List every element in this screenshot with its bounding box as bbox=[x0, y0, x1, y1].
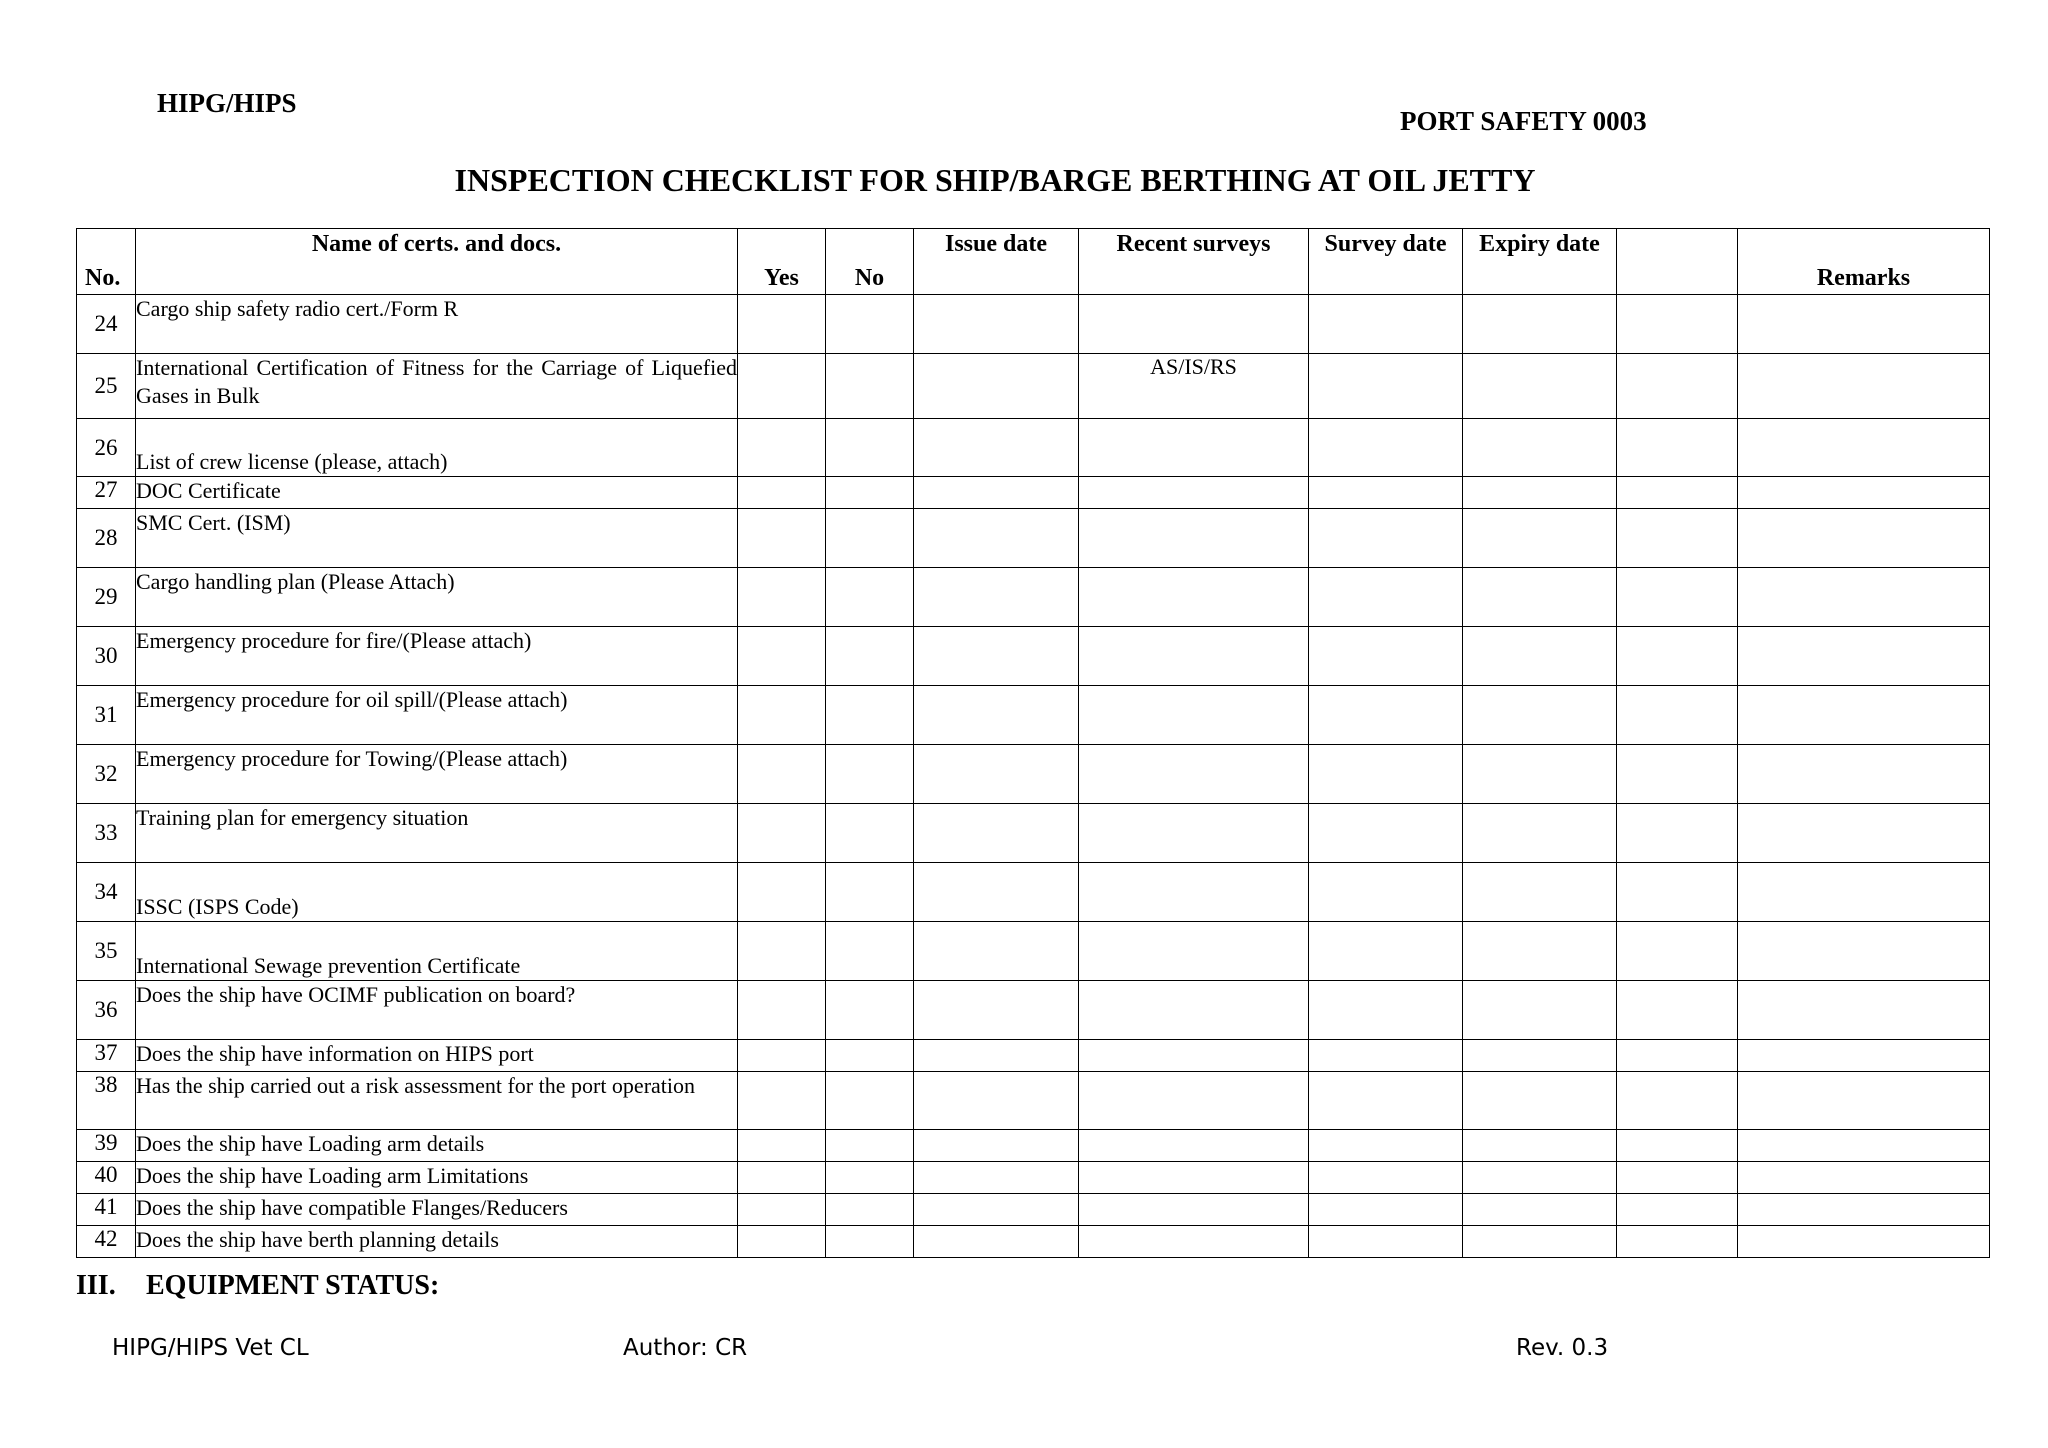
expiry-date-cell[interactable] bbox=[1463, 686, 1617, 745]
table-row bbox=[77, 981, 1990, 1040]
row-number: 37 bbox=[77, 1040, 136, 1072]
no-cell[interactable] bbox=[826, 477, 914, 509]
row-number: 35 bbox=[77, 922, 136, 981]
recent-surveys-cell[interactable] bbox=[1079, 1194, 1309, 1226]
table-row bbox=[77, 745, 1990, 804]
blank-cell[interactable] bbox=[1617, 745, 1738, 804]
no-cell[interactable] bbox=[826, 419, 914, 477]
footer-document-id: HIPG/HIPS Vet CL bbox=[112, 1335, 309, 1361]
survey-date-cell[interactable] bbox=[1309, 509, 1463, 568]
section-heading bbox=[76, 1270, 439, 1302]
row-number: 27 bbox=[77, 477, 136, 509]
remarks-cell[interactable] bbox=[1738, 419, 1990, 477]
expiry-date-cell[interactable] bbox=[1463, 863, 1617, 922]
blank-cell[interactable] bbox=[1617, 1162, 1738, 1194]
remarks-cell[interactable] bbox=[1738, 804, 1990, 863]
table-row bbox=[77, 1194, 1990, 1226]
row-number: 31 bbox=[77, 686, 136, 745]
row-number: 39 bbox=[77, 1130, 136, 1162]
remarks-cell[interactable] bbox=[1738, 295, 1990, 354]
col-header-survey-date: Survey date bbox=[1309, 229, 1463, 295]
row-number: 25 bbox=[77, 354, 136, 419]
row-number: 30 bbox=[77, 627, 136, 686]
row-document-name: Emergency procedure for fire/(Please attach) bbox=[136, 627, 738, 686]
col-header-blank bbox=[1617, 229, 1738, 295]
expiry-date-cell[interactable] bbox=[1463, 627, 1617, 686]
expiry-date-cell[interactable] bbox=[1463, 1130, 1617, 1162]
row-document-name: Has the ship carried out a risk assessment for the port operation bbox=[136, 1072, 738, 1130]
no-cell[interactable] bbox=[826, 1040, 914, 1072]
remarks-cell[interactable] bbox=[1738, 686, 1990, 745]
recent-surveys-cell[interactable]: AS/IS/RS bbox=[1079, 354, 1309, 419]
survey-date-cell[interactable] bbox=[1309, 1162, 1463, 1194]
table-row bbox=[77, 863, 1990, 922]
survey-date-cell[interactable] bbox=[1309, 922, 1463, 981]
row-number: 28 bbox=[77, 509, 136, 568]
checklist-table bbox=[76, 228, 1990, 1258]
issue-date-cell[interactable] bbox=[914, 922, 1079, 981]
remarks-cell[interactable] bbox=[1738, 1162, 1990, 1194]
yes-cell[interactable] bbox=[738, 1040, 826, 1072]
recent-surveys-cell[interactable] bbox=[1079, 1226, 1309, 1258]
col-header-issue-date: Issue date bbox=[914, 229, 1079, 295]
row-number: 42 bbox=[77, 1226, 136, 1258]
yes-cell[interactable] bbox=[738, 863, 826, 922]
no-cell[interactable] bbox=[826, 922, 914, 981]
blank-cell[interactable] bbox=[1617, 477, 1738, 509]
recent-surveys-cell[interactable] bbox=[1079, 568, 1309, 627]
survey-date-cell[interactable] bbox=[1309, 804, 1463, 863]
no-cell[interactable] bbox=[826, 686, 914, 745]
row-document-name: Training plan for emergency situation bbox=[136, 804, 738, 863]
remarks-cell[interactable] bbox=[1738, 1072, 1990, 1130]
table-row bbox=[77, 477, 1990, 509]
table-row bbox=[77, 1130, 1990, 1162]
recent-surveys-cell[interactable] bbox=[1079, 686, 1309, 745]
table-row bbox=[77, 419, 1990, 477]
row-number: 33 bbox=[77, 804, 136, 863]
row-document-name: ISSC (ISPS Code) bbox=[136, 863, 738, 922]
row-document-name: International Certification of Fitness for the Carriage of Liquefied Gases in Bulk bbox=[136, 354, 738, 419]
footer-author: Author: CR bbox=[623, 1335, 748, 1361]
survey-date-cell[interactable] bbox=[1309, 419, 1463, 477]
yes-cell[interactable] bbox=[738, 419, 826, 477]
remarks-cell[interactable] bbox=[1738, 922, 1990, 981]
issue-date-cell[interactable] bbox=[914, 477, 1079, 509]
blank-cell[interactable] bbox=[1617, 922, 1738, 981]
issue-date-cell[interactable] bbox=[914, 627, 1079, 686]
survey-date-cell[interactable] bbox=[1309, 568, 1463, 627]
row-document-name: List of crew license (please, attach) bbox=[136, 419, 738, 477]
expiry-date-cell[interactable] bbox=[1463, 981, 1617, 1040]
issue-date-cell[interactable] bbox=[914, 1162, 1079, 1194]
yes-cell[interactable] bbox=[738, 477, 826, 509]
table-row bbox=[77, 1226, 1990, 1258]
row-number: 32 bbox=[77, 745, 136, 804]
yes-cell[interactable] bbox=[738, 686, 826, 745]
yes-cell[interactable] bbox=[738, 1162, 826, 1194]
row-document-name: Does the ship have OCIMF publication on board? bbox=[136, 981, 738, 1040]
expiry-date-cell[interactable] bbox=[1463, 922, 1617, 981]
expiry-date-cell[interactable] bbox=[1463, 1162, 1617, 1194]
recent-surveys-cell[interactable] bbox=[1079, 509, 1309, 568]
survey-date-cell[interactable] bbox=[1309, 863, 1463, 922]
table-row bbox=[77, 922, 1990, 981]
survey-date-cell[interactable] bbox=[1309, 477, 1463, 509]
row-document-name: Cargo ship safety radio cert./Form R bbox=[136, 295, 738, 354]
table-row bbox=[77, 1072, 1990, 1130]
row-document-name: International Sewage prevention Certificate bbox=[136, 922, 738, 981]
yes-cell[interactable] bbox=[738, 1226, 826, 1258]
no-cell[interactable] bbox=[826, 1194, 914, 1226]
remarks-cell[interactable] bbox=[1738, 863, 1990, 922]
row-document-name: SMC Cert. (ISM) bbox=[136, 509, 738, 568]
table-row bbox=[77, 686, 1990, 745]
issue-date-cell[interactable] bbox=[914, 1226, 1079, 1258]
expiry-date-cell[interactable] bbox=[1463, 745, 1617, 804]
recent-surveys-cell[interactable] bbox=[1079, 419, 1309, 477]
remarks-cell[interactable] bbox=[1738, 1194, 1990, 1226]
recent-surveys-cell[interactable] bbox=[1079, 1162, 1309, 1194]
issue-date-cell[interactable] bbox=[914, 568, 1079, 627]
issue-date-cell[interactable] bbox=[914, 686, 1079, 745]
row-document-name: Does the ship have information on HIPS port bbox=[136, 1040, 738, 1072]
table-header-row bbox=[77, 229, 1990, 295]
survey-date-cell[interactable] bbox=[1309, 745, 1463, 804]
row-document-name: Emergency procedure for oil spill/(Please attach) bbox=[136, 686, 738, 745]
expiry-date-cell[interactable] bbox=[1463, 804, 1617, 863]
blank-cell[interactable] bbox=[1617, 804, 1738, 863]
survey-date-cell[interactable] bbox=[1309, 981, 1463, 1040]
issue-date-cell[interactable] bbox=[914, 981, 1079, 1040]
header-org: HIPG/HIPS bbox=[157, 88, 297, 118]
table-row bbox=[77, 804, 1990, 863]
blank-cell[interactable] bbox=[1617, 419, 1738, 477]
issue-date-cell[interactable] bbox=[914, 1194, 1079, 1226]
blank-cell[interactable] bbox=[1617, 354, 1738, 419]
blank-cell[interactable] bbox=[1617, 1194, 1738, 1226]
yes-cell[interactable] bbox=[738, 981, 826, 1040]
issue-date-cell[interactable] bbox=[914, 1130, 1079, 1162]
expiry-date-cell[interactable] bbox=[1463, 295, 1617, 354]
row-number: 26 bbox=[77, 419, 136, 477]
table-row bbox=[77, 509, 1990, 568]
yes-cell[interactable] bbox=[738, 1194, 826, 1226]
col-header-no: No. bbox=[77, 229, 136, 295]
recent-surveys-cell[interactable] bbox=[1079, 981, 1309, 1040]
blank-cell[interactable] bbox=[1617, 1072, 1738, 1130]
yes-cell[interactable] bbox=[738, 922, 826, 981]
remarks-cell[interactable] bbox=[1738, 745, 1990, 804]
blank-cell[interactable] bbox=[1617, 1226, 1738, 1258]
issue-date-cell[interactable] bbox=[914, 1072, 1079, 1130]
remarks-cell[interactable] bbox=[1738, 981, 1990, 1040]
no-cell[interactable] bbox=[826, 509, 914, 568]
no-cell[interactable] bbox=[826, 981, 914, 1040]
footer-revision: Rev. 0.3 bbox=[1516, 1335, 1609, 1361]
document-code: PORT SAFETY 0003 bbox=[1400, 106, 1647, 136]
no-cell[interactable] bbox=[826, 1072, 914, 1130]
remarks-cell[interactable] bbox=[1738, 354, 1990, 419]
recent-surveys-cell[interactable] bbox=[1079, 804, 1309, 863]
row-number: 36 bbox=[77, 981, 136, 1040]
expiry-date-cell[interactable] bbox=[1463, 1226, 1617, 1258]
no-cell[interactable] bbox=[826, 804, 914, 863]
survey-date-cell[interactable] bbox=[1309, 1040, 1463, 1072]
no-cell[interactable] bbox=[826, 568, 914, 627]
issue-date-cell[interactable] bbox=[914, 419, 1079, 477]
survey-date-cell[interactable] bbox=[1309, 1072, 1463, 1130]
yes-cell[interactable] bbox=[738, 295, 826, 354]
issue-date-cell[interactable] bbox=[914, 863, 1079, 922]
row-number: 38 bbox=[77, 1072, 136, 1130]
no-cell[interactable] bbox=[826, 295, 914, 354]
no-cell[interactable] bbox=[826, 745, 914, 804]
row-number: 40 bbox=[77, 1162, 136, 1194]
blank-cell[interactable] bbox=[1617, 627, 1738, 686]
row-number: 24 bbox=[77, 295, 136, 354]
section-number: III. bbox=[76, 1270, 116, 1301]
blank-cell[interactable] bbox=[1617, 295, 1738, 354]
recent-surveys-cell[interactable] bbox=[1079, 1130, 1309, 1162]
yes-cell[interactable] bbox=[738, 509, 826, 568]
blank-cell[interactable] bbox=[1617, 1040, 1738, 1072]
page-title: INSPECTION CHECKLIST FOR SHIP/BARGE BERTHING AT OIL JETTY bbox=[454, 162, 1536, 198]
issue-date-cell[interactable] bbox=[914, 804, 1079, 863]
row-document-name: Does the ship have Loading arm Limitations bbox=[136, 1162, 738, 1194]
row-document-name: Does the ship have Loading arm details bbox=[136, 1130, 738, 1162]
expiry-date-cell[interactable] bbox=[1463, 509, 1617, 568]
issue-date-cell[interactable] bbox=[914, 1040, 1079, 1072]
expiry-date-cell[interactable] bbox=[1463, 568, 1617, 627]
yes-cell[interactable] bbox=[738, 804, 826, 863]
survey-date-cell[interactable] bbox=[1309, 295, 1463, 354]
expiry-date-cell[interactable] bbox=[1463, 419, 1617, 477]
remarks-cell[interactable] bbox=[1738, 509, 1990, 568]
recent-surveys-cell[interactable] bbox=[1079, 922, 1309, 981]
issue-date-cell[interactable] bbox=[914, 354, 1079, 419]
expiry-date-cell[interactable] bbox=[1463, 1194, 1617, 1226]
survey-date-cell[interactable] bbox=[1309, 1194, 1463, 1226]
expiry-date-cell[interactable] bbox=[1463, 1040, 1617, 1072]
row-document-name: Does the ship have compatible Flanges/Reducers bbox=[136, 1194, 738, 1226]
no-cell[interactable] bbox=[826, 863, 914, 922]
survey-date-cell[interactable] bbox=[1309, 686, 1463, 745]
yes-cell[interactable] bbox=[738, 1130, 826, 1162]
remarks-cell[interactable] bbox=[1738, 1130, 1990, 1162]
col-header-yes: Yes bbox=[738, 229, 826, 295]
table-row bbox=[77, 295, 1990, 354]
row-number: 29 bbox=[77, 568, 136, 627]
blank-cell[interactable] bbox=[1617, 1130, 1738, 1162]
expiry-date-cell[interactable] bbox=[1463, 354, 1617, 419]
col-header-no-answer: No bbox=[826, 229, 914, 295]
remarks-cell[interactable] bbox=[1738, 568, 1990, 627]
issue-date-cell[interactable] bbox=[914, 295, 1079, 354]
yes-cell[interactable] bbox=[738, 627, 826, 686]
recent-surveys-cell[interactable] bbox=[1079, 295, 1309, 354]
recent-surveys-cell[interactable] bbox=[1079, 627, 1309, 686]
blank-cell[interactable] bbox=[1617, 981, 1738, 1040]
yes-cell[interactable] bbox=[738, 1072, 826, 1130]
blank-cell[interactable] bbox=[1617, 509, 1738, 568]
row-document-name: Emergency procedure for Towing/(Please attach) bbox=[136, 745, 738, 804]
remarks-cell[interactable] bbox=[1738, 477, 1990, 509]
row-number: 34 bbox=[77, 863, 136, 922]
survey-date-cell[interactable] bbox=[1309, 1130, 1463, 1162]
issue-date-cell[interactable] bbox=[914, 509, 1079, 568]
no-cell[interactable] bbox=[826, 627, 914, 686]
table-row bbox=[77, 568, 1990, 627]
blank-cell[interactable] bbox=[1617, 863, 1738, 922]
col-header-remarks: Remarks bbox=[1738, 229, 1990, 295]
no-cell[interactable] bbox=[826, 1226, 914, 1258]
no-cell[interactable] bbox=[826, 1162, 914, 1194]
remarks-cell[interactable] bbox=[1738, 1040, 1990, 1072]
expiry-date-cell[interactable] bbox=[1463, 477, 1617, 509]
blank-cell[interactable] bbox=[1617, 686, 1738, 745]
remarks-cell[interactable] bbox=[1738, 1226, 1990, 1258]
row-document-name: DOC Certificate bbox=[136, 477, 738, 509]
remarks-cell[interactable] bbox=[1738, 627, 1990, 686]
no-cell[interactable] bbox=[826, 1130, 914, 1162]
recent-surveys-cell[interactable] bbox=[1079, 1072, 1309, 1130]
survey-date-cell[interactable] bbox=[1309, 354, 1463, 419]
recent-surveys-cell[interactable] bbox=[1079, 477, 1309, 509]
col-header-recent-surveys: Recent surveys bbox=[1079, 229, 1309, 295]
table-row bbox=[77, 354, 1990, 419]
yes-cell[interactable] bbox=[738, 354, 826, 419]
yes-cell[interactable] bbox=[738, 568, 826, 627]
table-row bbox=[77, 1162, 1990, 1194]
yes-cell[interactable] bbox=[738, 745, 826, 804]
expiry-date-cell[interactable] bbox=[1463, 1072, 1617, 1130]
no-cell[interactable] bbox=[826, 354, 914, 419]
table-row bbox=[77, 1040, 1990, 1072]
blank-cell[interactable] bbox=[1617, 568, 1738, 627]
table-row bbox=[77, 627, 1990, 686]
section-title: EQUIPMENT STATUS: bbox=[146, 1270, 440, 1301]
row-document-name: Cargo handling plan (Please Attach) bbox=[136, 568, 738, 627]
recent-surveys-cell[interactable] bbox=[1079, 1040, 1309, 1072]
recent-surveys-cell[interactable] bbox=[1079, 745, 1309, 804]
survey-date-cell[interactable] bbox=[1309, 1226, 1463, 1258]
issue-date-cell[interactable] bbox=[914, 745, 1079, 804]
row-number: 41 bbox=[77, 1194, 136, 1226]
recent-surveys-cell[interactable] bbox=[1079, 863, 1309, 922]
survey-date-cell[interactable] bbox=[1309, 627, 1463, 686]
col-header-expiry-date: Expiry date bbox=[1463, 229, 1617, 295]
row-document-name: Does the ship have berth planning details bbox=[136, 1226, 738, 1258]
col-header-name: Name of certs. and docs. bbox=[136, 229, 738, 295]
